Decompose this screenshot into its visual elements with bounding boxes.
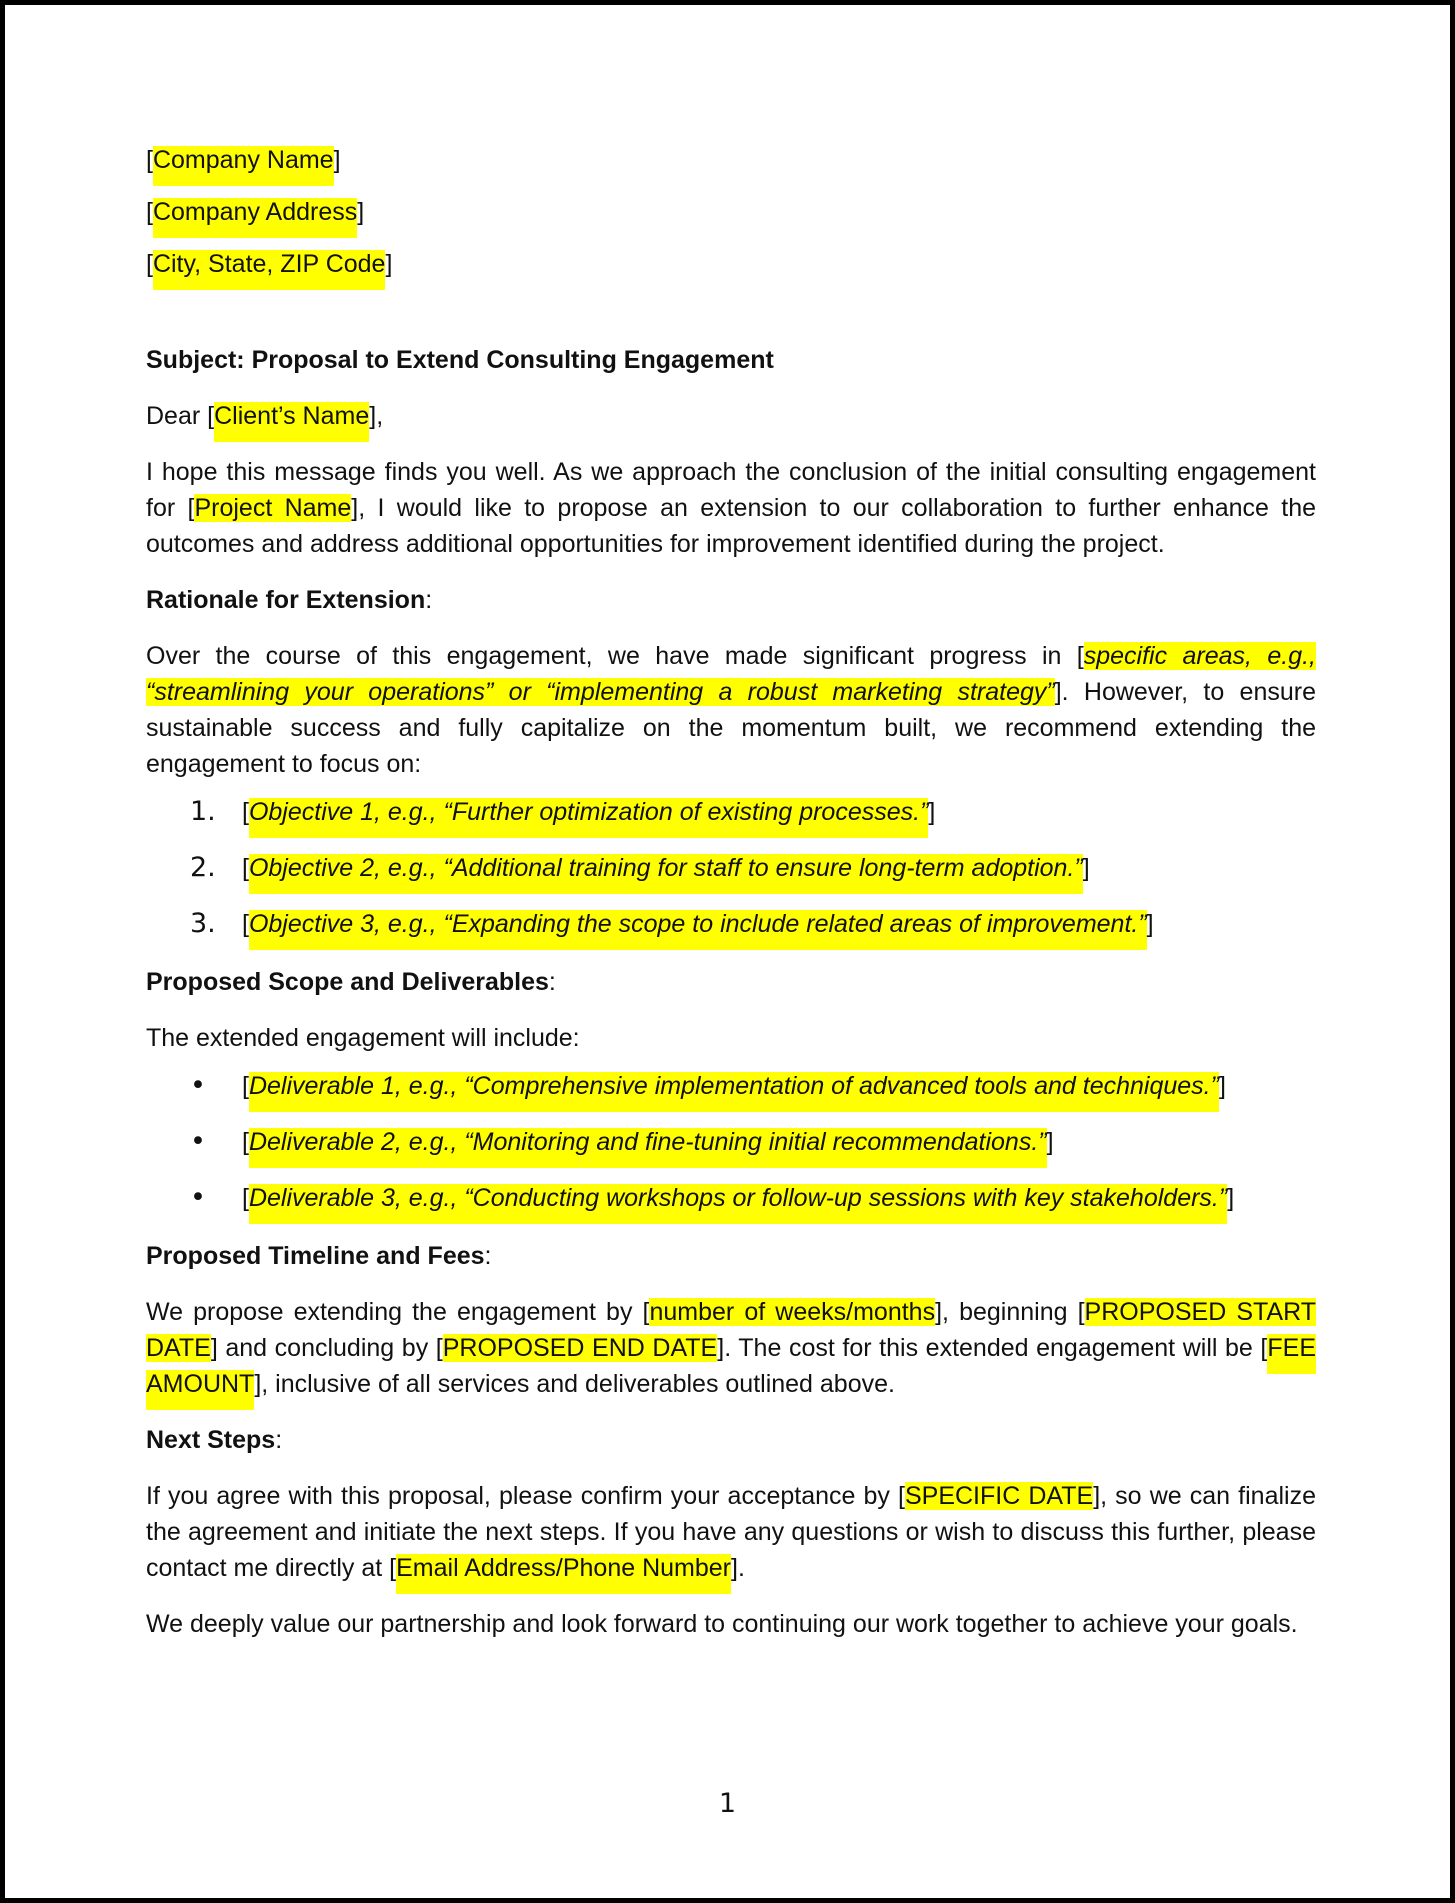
rationale-text-1: Over the course of this engagement, we have made significant progress in [ [146,642,1084,670]
bullet-icon: • [190,1126,206,1157]
objectives-list [146,796,1316,950]
scope-heading-text: Proposed Scope and Deliverables [146,968,549,996]
timeline-heading-text: Proposed Timeline and Fees [146,1242,485,1270]
address-block [146,142,1316,282]
subject-line: Subject: Proposal to Extend Consulting Engagement [146,346,774,374]
intro-text-1: I hope this message finds you well. As we approach the conclusion of the initial consulting engagement for [ [146,458,1316,522]
deliverable-placeholder: Deliverable 2, e.g., “Monitoring and fine-tuning initial recommendations.” [249,1128,1047,1168]
company-address-line: [Company Address] [146,194,1316,230]
scope-intro: The extended engagement will include: [146,1024,580,1052]
next-steps-text-2: ], so we can finalize the agreement and initiate the next steps. If you have any questions or wish to discuss this further, please contact me directly at [ [146,1482,1316,1582]
timeline-text-1: We propose extending the engagement by [ [146,1298,650,1326]
objective-placeholder: Objective 3, e.g., “Expanding the scope to include related areas of improvement.” [249,910,1147,950]
deliverables-list [146,1070,1316,1224]
bullet-icon: • [190,1070,206,1101]
greeting [146,398,1316,434]
list-item: 2. [Objective 2, e.g., “Additional training for staff to ensure long-term adoption.”] [146,852,1316,894]
timeline-text-3: ] and concluding by [ [210,1334,443,1362]
intro-text-2: ], I would like to propose an extension to our collaboration to further enhance the outcomes and address additional opportunities for improvement identified during the project. [146,494,1316,558]
rationale-text-2: ]. However, to ensure sustainable success and fully capitalize on the momentum built, we recommend extending the engagement to focus on: [146,678,1316,778]
greeting-suffix: ], [369,402,384,430]
next-steps-text-1: If you agree with this proposal, please confirm your acceptance by [ [146,1482,905,1510]
list-item: • [Deliverable 2, e.g., “Monitoring and fine-tuning initial recommendations.”] [146,1126,1316,1168]
deliverable-placeholder: Deliverable 1, e.g., “Comprehensive implementation of advanced tools and techniques.” [249,1072,1219,1112]
deliverable-placeholder: Deliverable 3, e.g., “Conducting workshops or follow-up sessions with key stakeholders.” [249,1184,1227,1224]
timeline-text-2: ], beginning [ [935,1298,1085,1326]
timeline-text-4: ]. The cost for this extended engagement will be [ [717,1334,1268,1362]
list-number: 3. [190,908,216,939]
end-date-placeholder: PROPOSED END DATE [442,1334,718,1362]
project-name-placeholder: Project Name [194,494,352,522]
letter-body [146,142,1316,1642]
page-number: 1 [718,1788,737,1819]
fee-placeholder: FEE AMOUNT [146,1334,1316,1410]
specific-date-placeholder: SPECIFIC DATE [904,1482,1094,1510]
duration-placeholder: number of weeks/months [649,1298,936,1326]
bullet-icon: • [190,1182,206,1213]
list-item: 1. [Objective 1, e.g., “Further optimization of existing processes.”] [146,796,1316,838]
list-item: • [Deliverable 3, e.g., “Conducting workshops or follow-up sessions with key stakeholders.”] [146,1182,1316,1224]
next-steps-paragraph [146,1478,1316,1586]
intro-paragraph [146,454,1316,562]
objective-placeholder: Objective 1, e.g., “Further optimization of existing processes.” [249,798,928,838]
list-number: 1. [190,796,216,827]
rationale-paragraph [146,638,1316,782]
greeting-prefix: Dear [ [146,402,215,430]
company-name-line: [Company Name] [146,142,1316,178]
timeline-text-5: ], inclusive of all services and deliverables outlined above. [254,1370,895,1398]
scope-heading: Proposed Scope and Deliverables: [146,968,556,996]
rationale-heading: Rationale for Extension: [146,586,433,614]
company-name-placeholder: Company Name [153,146,334,186]
company-address-placeholder: Company Address [153,198,357,238]
next-steps-heading: Next Steps: [146,1426,283,1454]
client-name-placeholder: Client’s Name [214,402,369,442]
list-item: 3. [Objective 3, e.g., “Expanding the scope to include related areas of improvement.”] [146,908,1316,950]
next-steps-heading-text: Next Steps [146,1426,276,1454]
next-steps-text-3: ]. [731,1554,745,1582]
list-item: • [Deliverable 1, e.g., “Comprehensive implementation of advanced tools and techniques.”] [146,1070,1316,1112]
objective-placeholder: Objective 2, e.g., “Additional training for staff to ensure long-term adoption.” [249,854,1083,894]
closing-paragraph: We deeply value our partnership and look forward to continuing our work together to achieve your goals. [146,1610,1298,1638]
timeline-paragraph [146,1294,1316,1402]
start-date-placeholder: PROPOSED START DATE [146,1298,1316,1362]
city-state-zip-placeholder: City, State, ZIP Code [153,250,386,290]
timeline-heading: Proposed Timeline and Fees: [146,1242,492,1270]
rationale-heading-text: Rationale for Extension [146,586,426,614]
list-number: 2. [190,852,216,883]
contact-placeholder: Email Address/Phone Number [396,1554,731,1594]
specific-areas-placeholder: specific areas, e.g., “streamlining your operations” or “implementing a robust marketing strategy” [146,642,1316,706]
city-state-zip-line: [City, State, ZIP Code] [146,246,1316,282]
